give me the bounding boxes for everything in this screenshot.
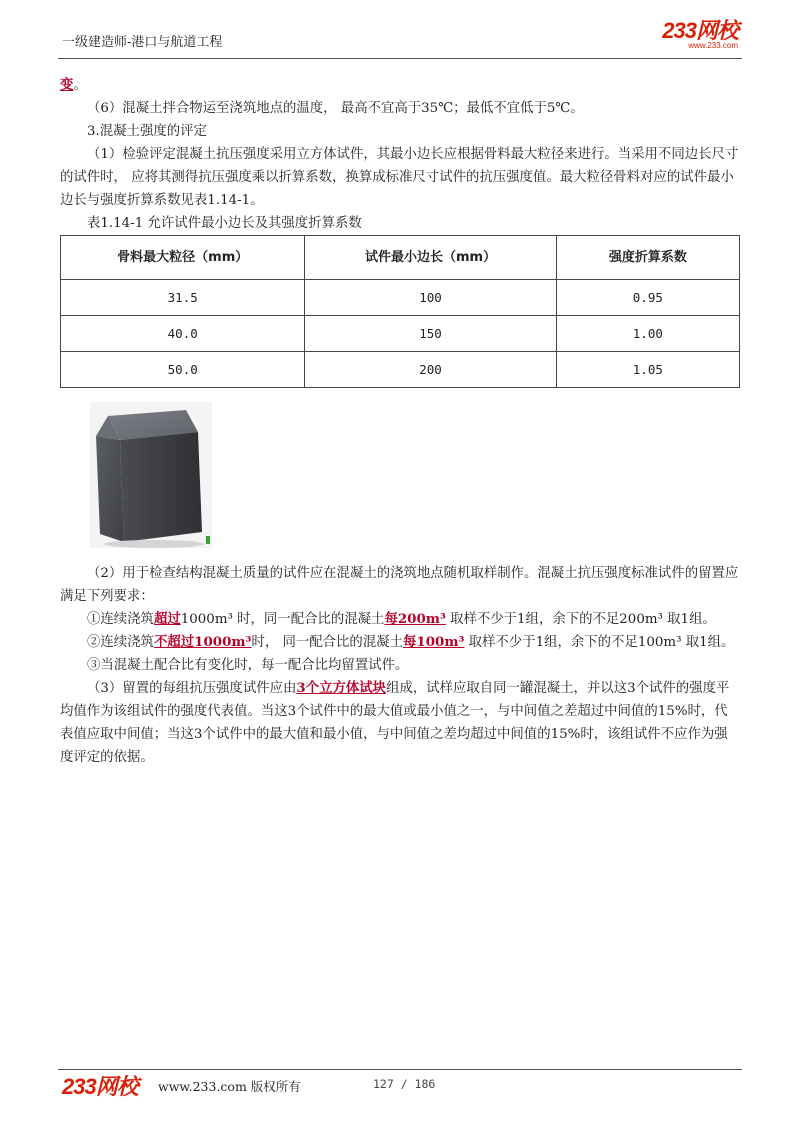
item1-emphasis: 超过	[153, 611, 181, 627]
paragraph-6: （6）混凝土拌合物运至浇筑地点的温度， 最高不宜高于35℃；最低不宜低于5℃。	[87, 101, 584, 116]
item2-emphasis: 不超过1000m³	[153, 634, 252, 650]
paragraph-3	[60, 677, 740, 769]
item1-text: ①连续浇筑	[87, 612, 154, 627]
item2-emphasis: 每100m³	[403, 634, 465, 650]
item1-text: 取样不少于1组，余下的不足200m³ 取1组。	[445, 612, 716, 627]
table-header-cell: 强度折算系数	[556, 236, 739, 280]
table-cell: 40.0	[61, 316, 305, 352]
table-cell: 100	[305, 280, 556, 316]
concrete-cube-image	[90, 402, 212, 548]
carry-over-line	[60, 74, 740, 97]
list-item	[60, 608, 740, 631]
carry-over-word: 变	[60, 77, 74, 93]
footer-divider	[58, 1069, 742, 1070]
p3-text: （3）留置的每组抗压强度试件应由	[87, 681, 297, 696]
item2-text: 取样不少于1组，余下的不足100m³ 取1组。	[464, 635, 735, 650]
logo-url: www.233.com	[688, 41, 738, 50]
table-cell: 0.95	[556, 280, 739, 316]
brand-logo[interactable]	[662, 20, 738, 50]
paragraph-1: （1）检验评定混凝土抗压强度采用立方体试件，其最小边长应根据骨料最大粒径来进行。当采用不同边长尺寸的试件时， 应将其测得抗压强度乘以折算系数，换算成标准尺寸试件的抗压强度值。最大粒径骨料对应的试件最小边长与强度折算系数见表1.14-1。	[60, 147, 739, 208]
table-row	[61, 280, 740, 316]
paragraph-2: （2）用于检查结构混凝土质量的试件应在混凝土的浇筑地点随机取样制作。混凝土抗压强度标准试件的留置应满足下列要求：	[60, 566, 739, 604]
table-cell: 150	[305, 316, 556, 352]
carry-over-tail: 。	[73, 78, 87, 93]
table-cell: 31.5	[61, 280, 305, 316]
table-cell: 200	[305, 352, 556, 388]
spec-table	[60, 235, 740, 388]
section-heading-3: 3.混凝土强度的评定	[87, 124, 207, 139]
table-cell: 50.0	[61, 352, 305, 388]
header-divider	[58, 58, 742, 59]
list-item: ③当混凝土配合比有变化时，每一配合比均留置试件。	[87, 658, 409, 673]
table-cell: 1.00	[556, 316, 739, 352]
item1-text: 1000m³ 时，同一配合比的混凝土	[180, 612, 385, 627]
table-row	[61, 316, 740, 352]
concrete-cube-photo	[90, 402, 212, 548]
item2-text: 时， 同一配合比的混凝土	[251, 635, 403, 650]
footer-logo[interactable]: 233网校	[62, 1074, 138, 1099]
footer-copyright: www.233.com 版权所有	[158, 1079, 301, 1094]
table-caption: 表1.14-1 允许试件最小边长及其强度折算系数	[87, 216, 362, 231]
logo-wordmark: 233网校	[662, 18, 738, 43]
main-content	[60, 74, 740, 769]
item2-text: ②连续浇筑	[87, 635, 154, 650]
page-number: 127 / 186	[373, 1077, 436, 1091]
header-title: 一级建造师-港口与航道工程	[62, 35, 223, 50]
table-header-cell: 试件最小边长（mm）	[305, 236, 556, 280]
list-item	[60, 631, 740, 654]
table-header-cell: 骨料最大粒径（mm）	[61, 236, 305, 280]
p3-text: 组成，试样应取自同一罐混凝土，并以这3个试件的强度平均值作为该组试件的强度代表值。当这3个试件中的最大值或最小值之一，与中间值之差超过中间值的15%时，代表值应取中间值；当这3个试件中的最大值和最小值，与中间值之差均超过中间值的15%时，该组试件不应作为强度评定的依据。	[60, 681, 730, 765]
table-row	[61, 352, 740, 388]
p3-emphasis: 3个立方体试块	[296, 680, 387, 696]
sampling-section	[60, 562, 740, 769]
table-header-row	[61, 236, 740, 280]
table-cell: 1.05	[556, 352, 739, 388]
item1-emphasis: 每200m³	[384, 611, 446, 627]
